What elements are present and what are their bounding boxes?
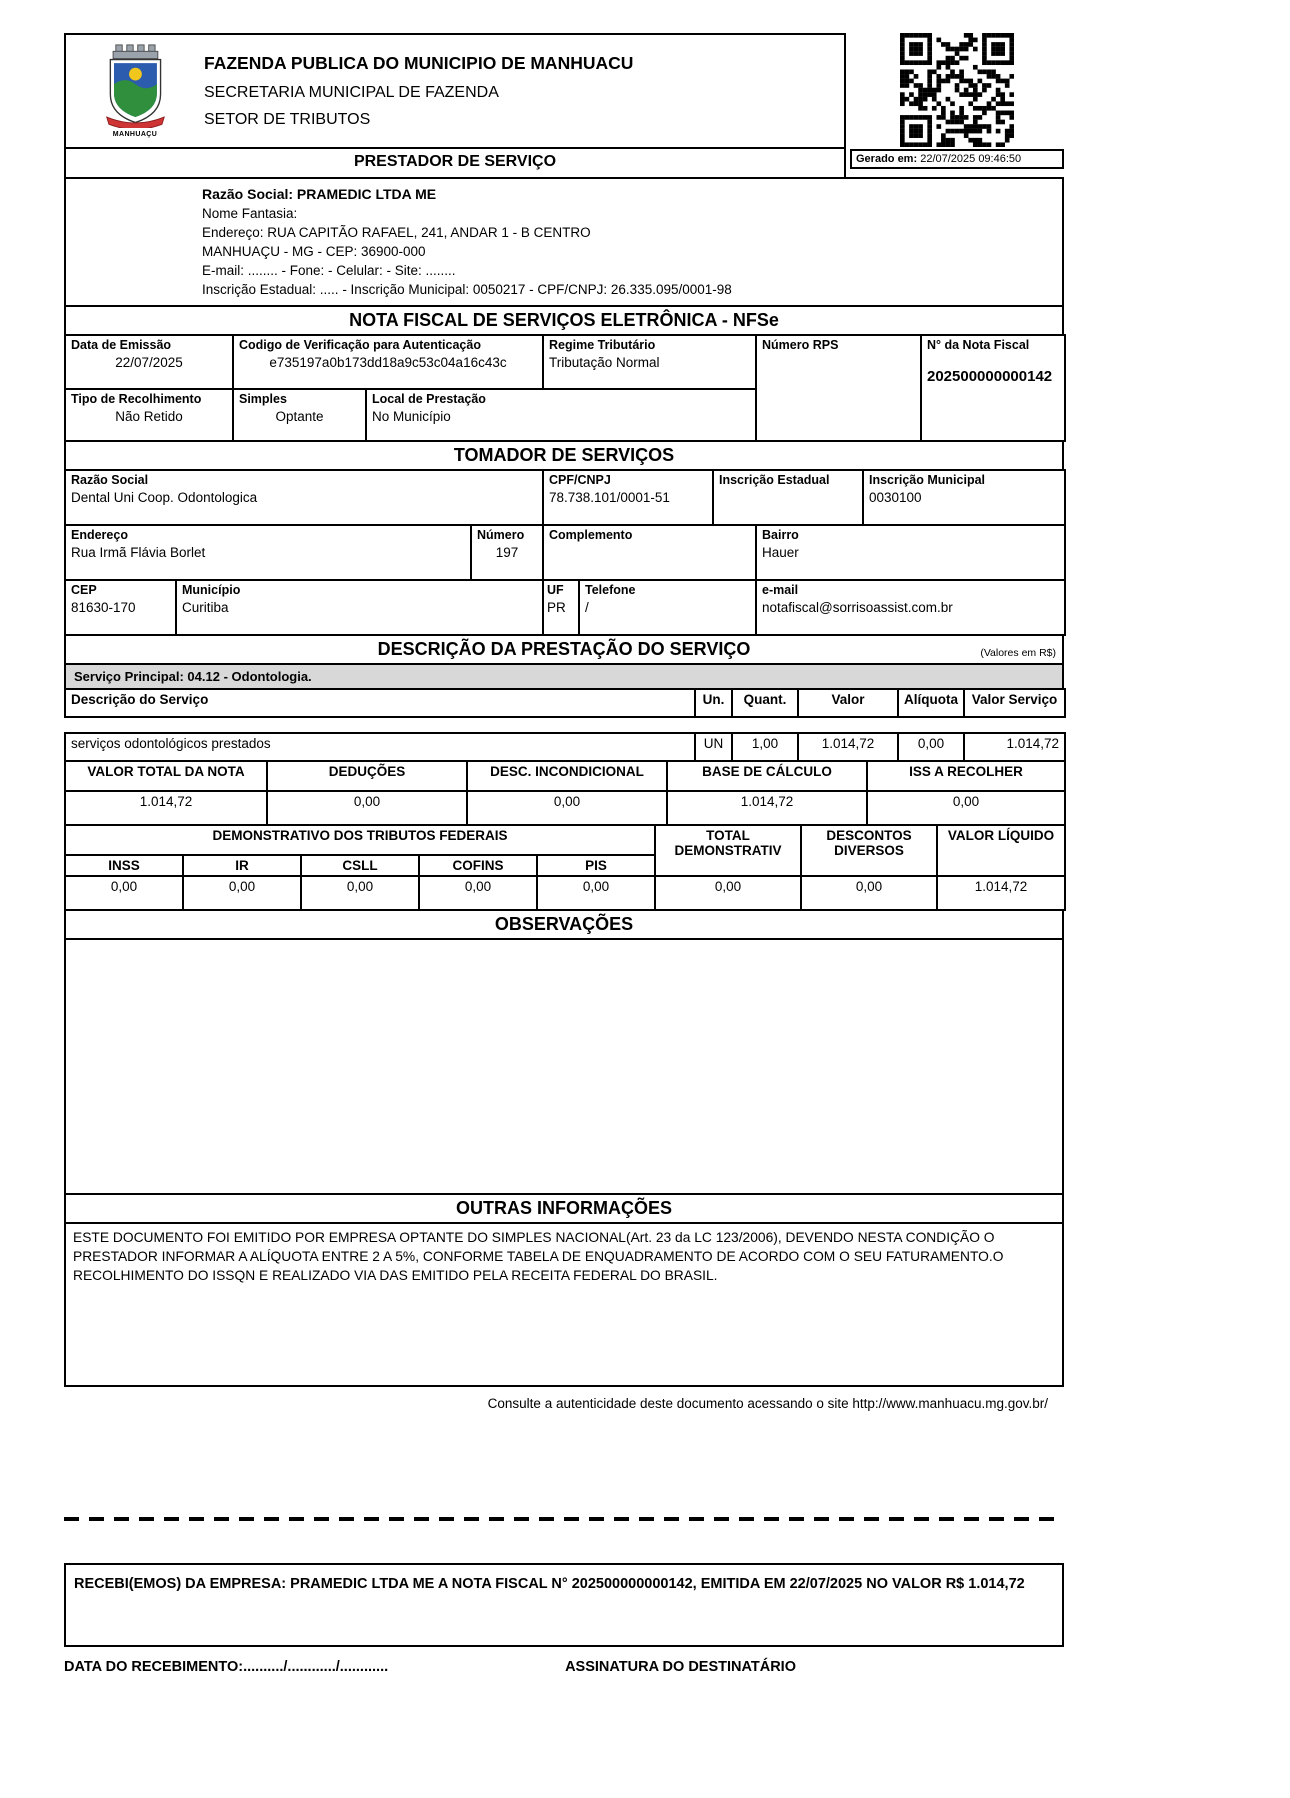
descontos-diversos-value: 0,00 bbox=[801, 876, 937, 910]
recibo-box: RECEBI(EMOS) DA EMPRESA: PRAMEDIC LTDA ME A NOTA FISCAL N° 202500000000142, EMITIDA EM 22/07/2025 NO VALOR R$ 1.014,72 bbox=[64, 1563, 1064, 1647]
logo-caption: MANHUAÇU bbox=[112, 131, 158, 138]
observacoes-section-title: OBSERVAÇÕES bbox=[64, 909, 1064, 940]
numero-nota-value: 202500000000142 bbox=[927, 368, 1053, 385]
tomador-cep-label: CEP bbox=[71, 583, 97, 597]
prestador-razao-social: Razão Social: PRAMEDIC LTDA ME bbox=[202, 186, 437, 202]
prestador-nome-fantasia: Nome Fantasia: bbox=[202, 206, 298, 221]
base-calculo-label: BASE DE CÁLCULO bbox=[667, 761, 867, 791]
descontos-diversos-label: DESCONTOS DIVERSOS bbox=[801, 825, 937, 876]
cell-tomador-inscricao-municipal bbox=[863, 470, 1065, 525]
servico-header-table bbox=[64, 688, 1066, 718]
tomador-email-label: e-mail bbox=[762, 583, 799, 597]
prestador-cidade-cep: MANHUAÇU - MG - CEP: 36900-000 bbox=[202, 244, 426, 259]
tomador-razao-value: Dental Uni Coop. Odontologica bbox=[71, 490, 258, 505]
item-valor: 1.014,72 bbox=[798, 733, 898, 761]
generated-at bbox=[850, 149, 1064, 169]
top-left-column bbox=[64, 33, 846, 179]
cell-regime-tributario bbox=[543, 335, 756, 389]
servico-gap bbox=[64, 718, 1064, 732]
municipality-crest-logo bbox=[102, 44, 168, 128]
deducoes-value: 0,00 bbox=[267, 791, 467, 825]
outras-informacoes-section-title: OUTRAS INFORMAÇÕES bbox=[64, 1193, 1064, 1224]
tomador-complemento-value bbox=[549, 542, 750, 545]
desc-incondicional-label: DESC. INCONDICIONAL bbox=[467, 761, 667, 791]
cell-tomador-complemento bbox=[543, 525, 756, 580]
tomador-cpfcnpj-label: CPF/CNPJ bbox=[549, 473, 611, 487]
tomador-endereco-value: Rua Irmã Flávia Borlet bbox=[71, 545, 206, 560]
desc-incondicional-value: 0,00 bbox=[467, 791, 667, 825]
prestador-details bbox=[64, 177, 1064, 307]
cell-data-emissao bbox=[65, 335, 233, 389]
tomador-inscricao-estadual-label: Inscrição Estadual bbox=[719, 473, 830, 487]
qr-code bbox=[900, 33, 1014, 147]
cell-tomador-telefone bbox=[579, 580, 756, 635]
numero-nota-label: N° da Nota Fiscal bbox=[927, 338, 1030, 352]
org-subtitle-2: SETOR DE TRIBUTOS bbox=[204, 111, 371, 128]
tributos-title: DEMONSTRATIVO DOS TRIBUTOS FEDERAIS bbox=[65, 825, 655, 855]
tomador-table-row2 bbox=[64, 524, 1066, 581]
valor-liquido-value: 1.014,72 bbox=[937, 876, 1065, 910]
data-emissao-label: Data de Emissão bbox=[71, 338, 172, 352]
totais-table bbox=[64, 760, 1066, 826]
top-section bbox=[64, 33, 1064, 179]
data-emissao-value: 22/07/2025 bbox=[115, 355, 183, 370]
tomador-inscricao-estadual-value bbox=[719, 487, 857, 490]
tomador-municipio-label: Município bbox=[182, 583, 241, 597]
org-subtitle-1: SECRETARIA MUNICIPAL DE FAZENDA bbox=[204, 84, 499, 101]
cell-tomador-email bbox=[756, 580, 1065, 635]
total-demonstrativ-value: 0,00 bbox=[655, 876, 801, 910]
inss-value: 0,00 bbox=[65, 876, 183, 910]
cofins-value: 0,00 bbox=[419, 876, 537, 910]
inss-label: INSS bbox=[65, 855, 183, 876]
base-calculo-value: 1.014,72 bbox=[667, 791, 867, 825]
generated-at-label: Gerado em: bbox=[856, 153, 918, 165]
cell-tomador-bairro bbox=[756, 525, 1065, 580]
prestador-contato: E-mail: ........ - Fone: - Celular: - Site: ........ bbox=[202, 263, 456, 278]
cell-local-prestacao bbox=[366, 389, 756, 441]
ir-label: IR bbox=[183, 855, 301, 876]
tomador-bairro-value: Hauer bbox=[762, 545, 799, 560]
cell-numero-rps bbox=[756, 335, 921, 441]
simples-label: Simples bbox=[239, 392, 287, 406]
cell-tomador-cep bbox=[65, 580, 176, 635]
pis-value: 0,00 bbox=[537, 876, 655, 910]
nfse-document bbox=[64, 33, 1064, 1675]
codigo-verificacao-value: e735197a0b173dd18a9c53c04a16c43c bbox=[269, 355, 507, 370]
cell-tomador-inscricao-estadual bbox=[713, 470, 863, 525]
tomador-email-value: notafiscal@sorrisoassist.com.br bbox=[762, 600, 953, 615]
tomador-inscricao-municipal-label: Inscrição Municipal bbox=[869, 473, 986, 487]
csll-value: 0,00 bbox=[301, 876, 419, 910]
top-right-column bbox=[850, 33, 1064, 169]
cut-line bbox=[64, 1517, 1064, 1521]
municipality-header bbox=[64, 33, 846, 149]
tomador-section-title: TOMADOR DE SERVIÇOS bbox=[64, 440, 1064, 471]
generated-at-value: 22/07/2025 09:46:50 bbox=[920, 153, 1022, 165]
prestador-endereco: Endereço: RUA CAPITÃO RAFAEL, 241, ANDAR 1 - B CENTRO bbox=[202, 225, 591, 240]
consulte-autenticidade-text: Consulte a autenticidade deste documento acessando o site http://www.manhuacu.mg.gov.br/ bbox=[487, 1396, 1048, 1411]
cell-tipo-recolhimento bbox=[65, 389, 233, 441]
logo-wrap bbox=[99, 44, 171, 138]
tomador-uf-value: PR bbox=[547, 600, 566, 615]
col-aliquota: Alíquota bbox=[898, 689, 964, 717]
iss-recolher-value: 0,00 bbox=[867, 791, 1065, 825]
tomador-complemento-label: Complemento bbox=[549, 528, 633, 542]
header-text bbox=[204, 53, 633, 129]
tomador-bairro-label: Bairro bbox=[762, 528, 799, 542]
item-un: UN bbox=[695, 733, 732, 761]
tomador-endereco-label: Endereço bbox=[71, 528, 128, 542]
col-un: Un. bbox=[695, 689, 732, 717]
cell-tomador-numero bbox=[471, 525, 543, 580]
observacoes-box bbox=[64, 938, 1064, 1195]
cell-numero-nota bbox=[921, 335, 1065, 441]
col-descricao-servico: Descrição do Serviço bbox=[65, 689, 695, 717]
numero-rps-value bbox=[762, 352, 915, 355]
assinatura-destinatario-label: ASSINATURA DO DESTINATÁRIO bbox=[565, 1659, 796, 1675]
item-descricao: serviços odontológicos prestados bbox=[65, 733, 695, 761]
tomador-municipio-value: Curitiba bbox=[182, 600, 229, 615]
ir-value: 0,00 bbox=[183, 876, 301, 910]
tomador-table-row3 bbox=[64, 579, 1066, 636]
tomador-uf-label: UF bbox=[547, 583, 564, 597]
col-valor-servico: Valor Serviço bbox=[964, 689, 1065, 717]
valor-liquido-label: VALOR LÍQUIDO bbox=[937, 825, 1065, 876]
cell-tomador-endereco bbox=[65, 525, 471, 580]
nfse-table bbox=[64, 334, 1066, 442]
servico-item-row bbox=[64, 732, 1066, 762]
tomador-telefone-label: Telefone bbox=[585, 583, 636, 597]
prestador-inscricoes: Inscrição Estadual: ..... - Inscrição Municipal: 0050217 - CPF/CNPJ: 26.335.095/0001-98 bbox=[202, 282, 732, 297]
tomador-numero-label: Número bbox=[477, 528, 525, 542]
cell-tomador-uf bbox=[543, 580, 579, 635]
tributos-table bbox=[64, 824, 1066, 911]
tipo-recolhimento-value: Não Retido bbox=[115, 409, 183, 424]
csll-label: CSLL bbox=[301, 855, 419, 876]
data-recebimento-label: DATA DO RECEBIMENTO:........../............/............ bbox=[64, 1659, 389, 1675]
regime-tributario-label: Regime Tributário bbox=[549, 338, 656, 352]
item-quant: 1,00 bbox=[732, 733, 798, 761]
outras-informacoes-texto: ESTE DOCUMENTO FOI EMITIDO POR EMPRESA OPTANTE DO SIMPLES NACIONAL(Art. 23 da LC 123/2006), DEVENDO NESTA CONDIÇÃO O PRESTADOR INFORMAR A ALÍQUOTA ENTRE 2 A 5%, CONFORME TABELA DE ENQUADRAMENTO DE ACORDO COM O SEU FATURAMENTO.O RECOLHIMENTO DO ISSQN E REALIZADO VIA DAS EMITIDO PELA RECEITA FEDERAL DO BRASIL. bbox=[64, 1222, 1064, 1387]
regime-tributario-value: Tributação Normal bbox=[549, 355, 660, 370]
servico-section-title bbox=[64, 634, 1064, 665]
servico-title-text: DESCRIÇÃO DA PRESTAÇÃO DO SERVIÇO bbox=[377, 639, 751, 659]
prestador-section-title: PRESTADOR DE SERVIÇO bbox=[64, 147, 846, 179]
tomador-cep-value: 81630-170 bbox=[71, 600, 136, 615]
item-aliquota: 0,00 bbox=[898, 733, 964, 761]
nfse-section-title: NOTA FISCAL DE SERVIÇOS ELETRÔNICA - NFSe bbox=[64, 305, 1064, 336]
tomador-inscricao-municipal-value: 0030100 bbox=[869, 490, 922, 505]
cofins-label: COFINS bbox=[419, 855, 537, 876]
numero-rps-label: Número RPS bbox=[762, 338, 839, 352]
tomador-table-row1 bbox=[64, 469, 1066, 526]
cell-codigo-verificacao bbox=[233, 335, 543, 389]
org-title: FAZENDA PUBLICA DO MUNICIPIO DE MANHUACU bbox=[204, 53, 634, 73]
total-nota-label: VALOR TOTAL DA NOTA bbox=[65, 761, 267, 791]
total-nota-value: 1.014,72 bbox=[65, 791, 267, 825]
codigo-verificacao-label: Codigo de Verificação para Autenticação bbox=[239, 338, 481, 352]
deducoes-label: DEDUÇÕES bbox=[267, 761, 467, 791]
valores-em-label: (Valores em R$) bbox=[980, 647, 1056, 659]
tomador-cpfcnpj-value: 78.738.101/0001-51 bbox=[549, 490, 670, 505]
simples-value: Optante bbox=[275, 409, 324, 424]
total-demonstrativ-label: TOTAL DEMONSTRATIV bbox=[655, 825, 801, 876]
cell-tomador-cpfcnpj bbox=[543, 470, 713, 525]
local-prestacao-label: Local de Prestação bbox=[372, 392, 486, 406]
col-quant: Quant. bbox=[732, 689, 798, 717]
tomador-razao-label: Razão Social bbox=[71, 473, 149, 487]
col-valor: Valor bbox=[798, 689, 898, 717]
cell-tomador-municipio bbox=[176, 580, 543, 635]
tipo-recolhimento-label: Tipo de Recolhimento bbox=[71, 392, 202, 406]
iss-recolher-label: ISS A RECOLHER bbox=[867, 761, 1065, 791]
pis-label: PIS bbox=[537, 855, 655, 876]
item-valor-servico: 1.014,72 bbox=[964, 733, 1065, 761]
cell-simples bbox=[233, 389, 366, 441]
cell-tomador-razao bbox=[65, 470, 543, 525]
recibo-footer-row bbox=[64, 1659, 1064, 1675]
servico-principal-bar: Serviço Principal: 04.12 - Odontologia. bbox=[64, 663, 1064, 690]
tomador-telefone-value: / bbox=[585, 600, 589, 615]
tomador-numero-value: 197 bbox=[495, 545, 519, 560]
local-prestacao-value: No Município bbox=[372, 409, 451, 424]
